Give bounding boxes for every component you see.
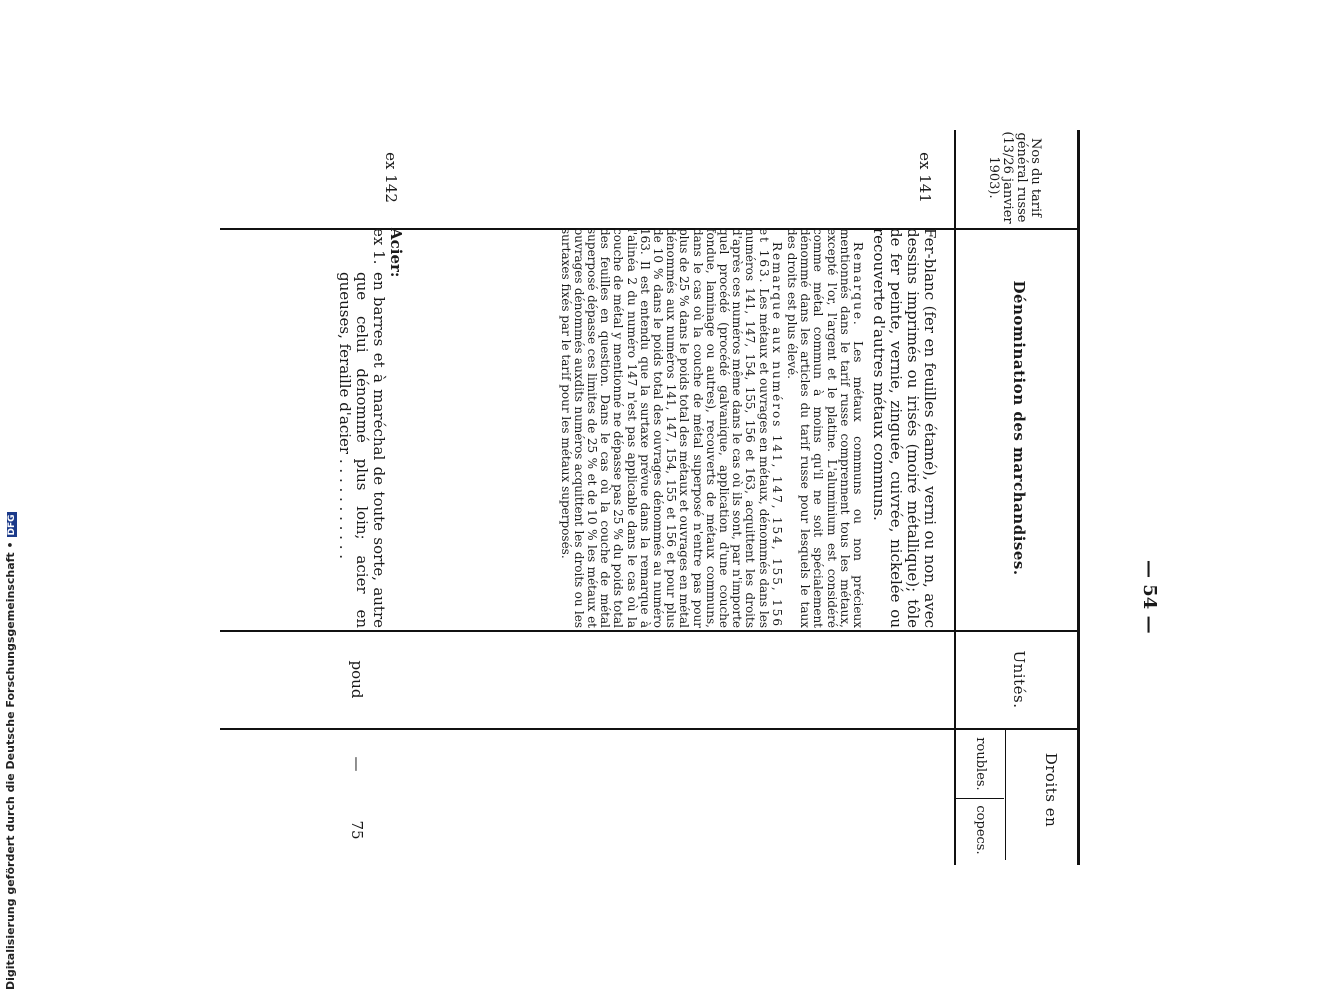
digitization-footer: [4, 512, 17, 990]
table-header-rule: [954, 130, 956, 865]
remark-label: Remarque.: [851, 242, 865, 327]
remark-label: Remarque aux numéros 141, 147, 154, 155, 156 et 163.: [756, 228, 784, 628]
row-unit: poud: [348, 660, 366, 699]
sub-item-text: en barres et à maréchal de toute sorte, autre que celui dénommé plus loin; acier en gueuses, feraille d'acier . . . . . . . . . . .: [336, 272, 388, 628]
droits-subheader-rule: [1005, 730, 1006, 860]
row-title: Acier:: [387, 228, 405, 278]
column-divider-units: [220, 728, 1080, 730]
remark-text: Les métaux communs ou non précieux mentionnés dans le tarif russe comprennent tous les métaux, excepté l'or, l'argent et le platine. L'aluminium est considéré comme métal commun à moins qu'il ne soit spécialement dénommé dans les articles du tarif russe pour lesquels le taux des droits est plus élevé.: [784, 228, 865, 628]
row-roubles: —: [348, 756, 366, 772]
column-divider-droits: [956, 798, 1004, 799]
header-denomination-column: Dénomination des marchandises.: [1010, 280, 1028, 576]
table-row: [558, 228, 938, 628]
row-number: ex 141: [916, 152, 934, 203]
header-roubles: roubles.: [973, 737, 988, 791]
dfg-logo: DFG: [7, 514, 17, 536]
table-top-rule: [1077, 130, 1080, 865]
row-title: Fer-blanc (fer en feuilles étamé), verni ou non, avec dessins imprimés ou irisés (moiré métallique); tôle de fer peinte, vernie, zinguée, cuivrée, nickelée ou recouverte d'autres métaux communs.: [870, 228, 939, 628]
remark-paragraph: [558, 228, 782, 628]
sub-item-label: ex 1.: [370, 228, 388, 265]
header-units-column: Unités.: [1010, 650, 1028, 709]
sub-item: [336, 228, 387, 628]
table-row: [336, 228, 404, 628]
remark-text: Les métaux et ouvrages en métaux, dénommés dans les numéros 141, 147, 154, 155, 156 et 163, acquittent les droits d'après ces numéros même dans le cas où ils sont, par n'importe quel procédé (procédé galvanique, application d'une couche fondue, laminage ou autres), recouverts de métaux communs, dans le cas où la couche de métal superposé n'entre pas pour plus de 25 % dans le poids total des métaux et ouvrages en métal dénommés aux numéros 141, 147, 154, 155 et 156 et pour plus de 10 % dans le poids total des ouvrages dénommés au numéro 163. Il est entendu que la surtaxe prévue dans la remarque à l'alinéa 2 du numéro 147 n'est pas applicable dans le cas où la couche de métal y mentionné ne dépasse pas 25 % du poids total des feuilles en question. Dans le cas où la couche de métal superposé dépasse ces limites de 25 % et de 10 % les métaux et ouvrages dénommés auxdits numéros acquittent les droits ou les surtaxes fixés par le tarif pour les métaux superposés.: [558, 228, 771, 628]
header-copecs: copecs.: [973, 805, 988, 855]
footer-text: Digitalisierung gefördert durch die Deutsche Forschungsgemeinschaft •: [4, 541, 17, 990]
remark-paragraph: [785, 228, 864, 628]
header-droits-column: Droits en: [1042, 752, 1060, 828]
row-number: ex 142: [382, 152, 400, 203]
page-number: — 54 —: [1139, 560, 1160, 634]
rotated-tariff-table: [80, 0, 1080, 860]
row-copecs: 75: [348, 820, 366, 840]
header-number-column: Nos du tarif général russe (13/26 janvier 1903).: [986, 131, 1043, 224]
